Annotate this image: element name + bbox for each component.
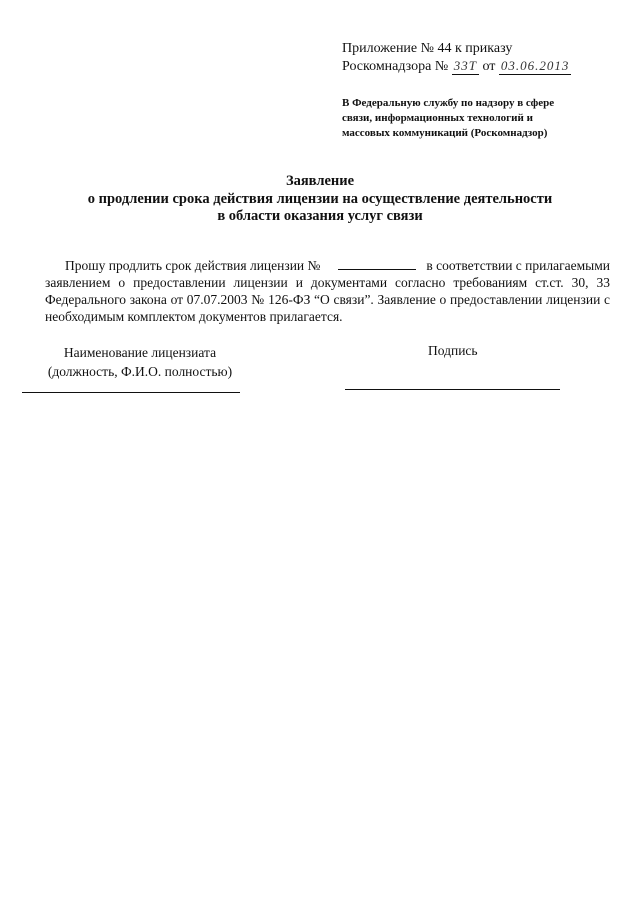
document-subtitle-line1: о продлении срока действия лицензии на осуществление деятельности bbox=[87, 191, 553, 207]
addressee-line1: В Федеральную службу по надзору в сфере bbox=[342, 97, 555, 109]
appendix-line1: Приложение № 44 к приказу bbox=[342, 41, 513, 56]
document-title: Заявление bbox=[285, 173, 355, 189]
addressee-block bbox=[342, 96, 582, 141]
appendix-date-label: от bbox=[482, 59, 496, 74]
appendix-header bbox=[342, 40, 571, 75]
licensee-label-line2: (должность, Ф.И.О. полностью) bbox=[47, 364, 233, 379]
request-paragraph bbox=[45, 256, 610, 325]
licensee-name-label bbox=[45, 343, 235, 381]
signature-label: Подпись bbox=[428, 343, 478, 358]
addressee-line3: массовых коммуникаций (Роскомнадзор) bbox=[342, 127, 548, 139]
order-number-handwritten: 33Т bbox=[453, 58, 477, 73]
request-text-rest: в соответствии с прилагаемыми заявлением о предоставлении лицензии и документами согласно требованиям ст.ст. 30, 33 Федерального закона от 07.07.2003 № 126-ФЗ “О связи”. Заявление о предоставлении лицензии с необходимым комплектом документов прилагается. bbox=[45, 258, 611, 324]
appendix-order-label: Роскомнадзора № bbox=[342, 59, 449, 74]
signature-line bbox=[345, 389, 560, 390]
request-text-start: Прошу продлить срок действия лицензии № bbox=[65, 258, 321, 273]
licensee-name-line bbox=[22, 392, 240, 393]
license-number-blank bbox=[338, 256, 416, 270]
addressee-line2: связи, информационных технологий и bbox=[342, 112, 533, 124]
appendix-line2 bbox=[342, 57, 571, 75]
document-subtitle-line2: в области оказания услуг связи bbox=[217, 208, 423, 224]
order-date-handwritten: 03.06.2013 bbox=[500, 58, 570, 73]
licensee-label-line1: Наименование лицензиата bbox=[63, 345, 217, 360]
